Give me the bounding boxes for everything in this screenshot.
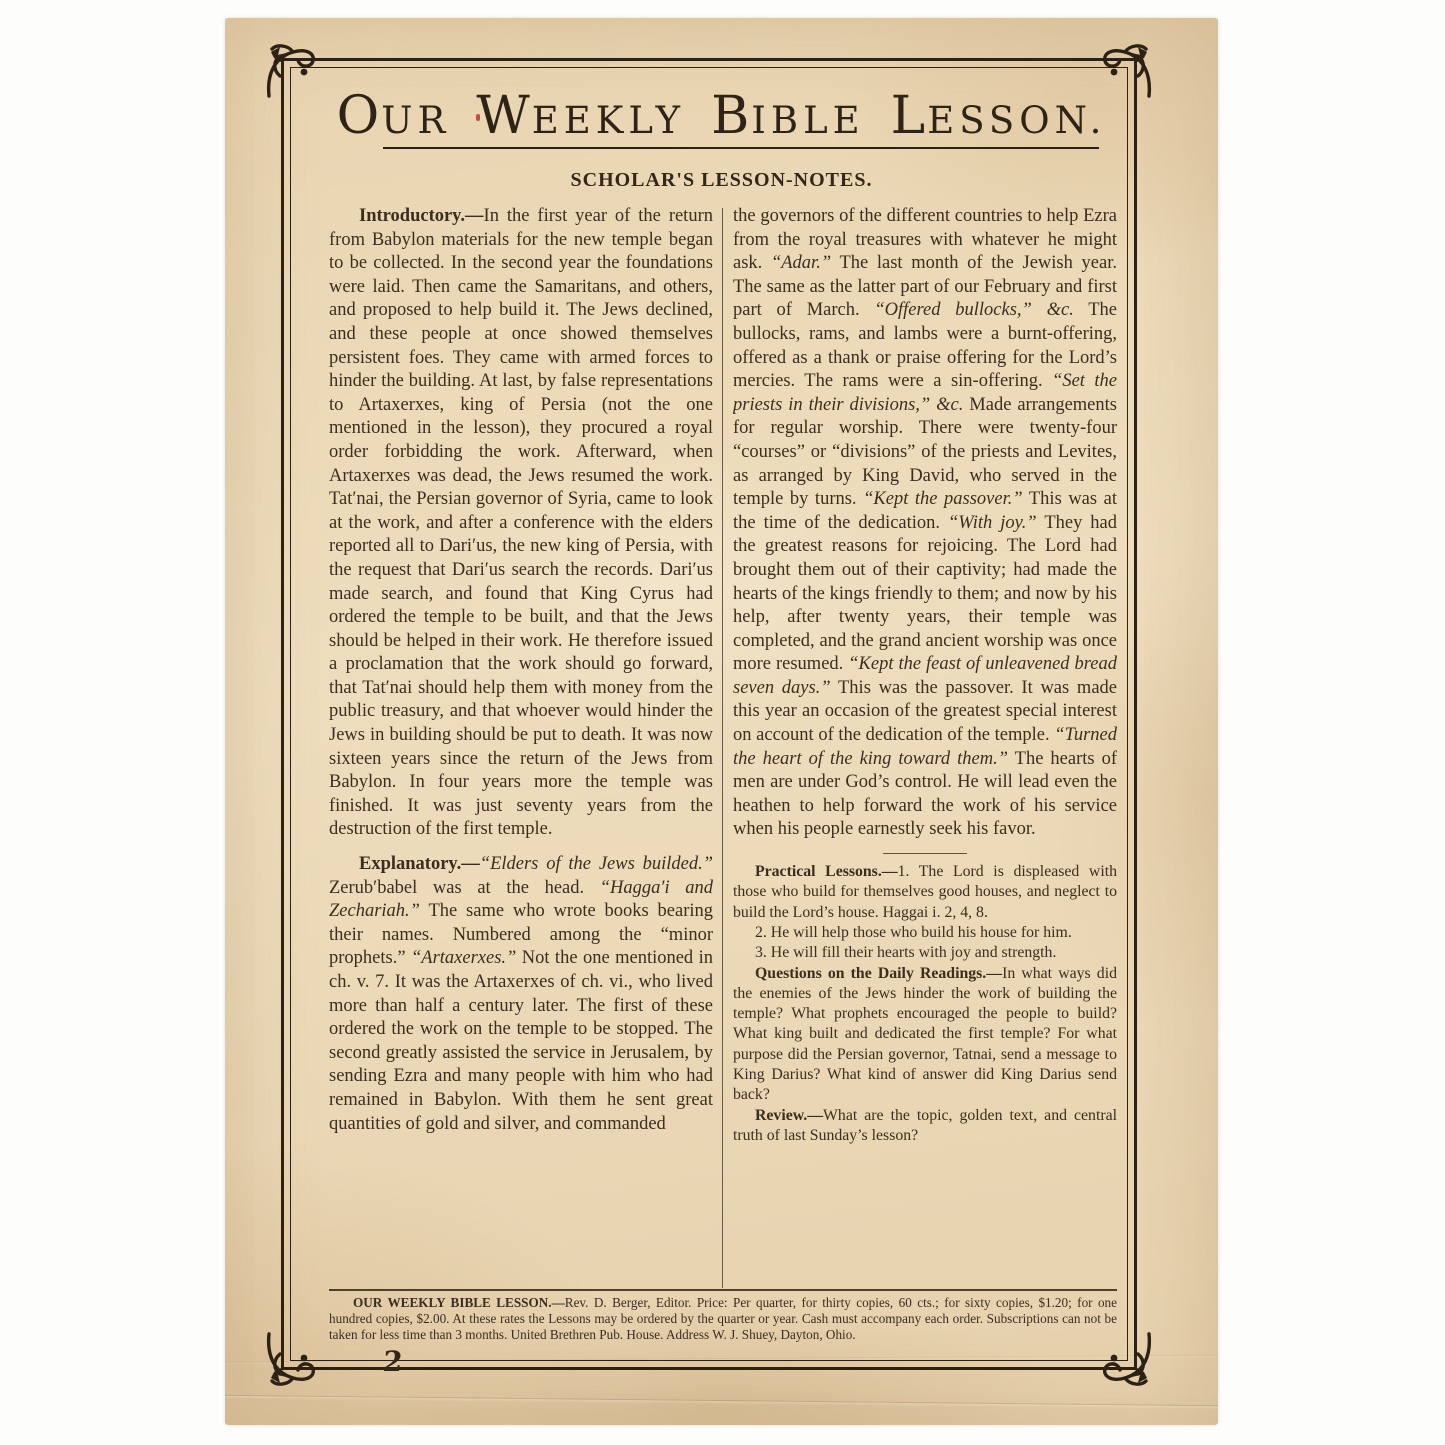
paper-page xyxy=(225,18,1218,1425)
paragraph-daily-readings: Questions on the Daily Readings.—In what ways did the enemies of the Jews hinder the work of building the temple? What prophets encouraged the people to build? What king built and dedicated the first temple? For what purpose did the Persian governor, Tatnai, send a message to King Darius? What kind of answer did King Darius send back? xyxy=(733,964,1117,1104)
masthead-word: WEEKLY xyxy=(476,86,686,146)
masthead-title xyxy=(225,86,1218,146)
paragraph-lesson-3: 3. He will fill their hearts with joy and strength. xyxy=(755,944,1057,962)
column-divider xyxy=(722,208,723,1288)
footer-imprint: OUR WEEKLY BIBLE LESSON.—Rev. D. Berger, Editor. Price: Per quarter, for thirty copies, 60 cts.; for sixty copies, $1.20; for one hundred copies, $2.00. At these rates the Lessons may be ordered by the quarter or year. Cash must accompany each order. Subscriptions can not be taken for less time than 3 months. United Brethren Pub. House. Address W. J. Shuey, Dayton, Ohio. xyxy=(329,1295,1117,1342)
paper-crease xyxy=(225,1395,1218,1406)
subtitle: SCHOLAR'S LESSON-NOTES. xyxy=(570,169,873,191)
corner-flourish-icon xyxy=(1097,1330,1155,1388)
paragraph-practical-lessons: Practical Lessons.—1. The Lord is displeased with those who build for themselves good houses, and neglect to build the Lord’s house. Haggai i. 2, 4, 8. xyxy=(733,863,1117,921)
paragraph-explanatory-continued: the governors of the different countries to help Ezra from the royal treasures with whatever he might ask. “Adar.” The last month of the Jewish year. The same as the latter part of our February and first part of March. “Offered bullocks,” &c. The bullocks, rams, and lambs were a burnt-offering, offered as a thank or praise offering for the Lord’s mercies. The rams were a sin-offering. “Set the priests in their divisions,” &c. Made arrangements for regular worship. There were twenty-four “courses” or “divisions” of the priests and Levites, as arranged by King David, who served in the temple by turns. “Kept the passover.” This was at the time of the dedication. “With joy.” They had the greatest reasons for rejoicing. The Lord had brought them out of their captivity; had made the hearts of the kings friendly to them; and now by his help, after twenty years, their temple was completed, and the grand ancient worship was once more resumed. “Kept the feast of unleavened bread seven days.” This was the passover. It was made this year an occasion of the greatest special interest on account of the dedication of the temple. “Turned the heart of the king toward them.” The hearts of men are under God’s control. He will lead even the heathen to help forward the work of his service when his people earnestly seek his favor. xyxy=(733,206,1117,840)
masthead-word: BIBLE xyxy=(711,86,865,146)
page-number: 2 xyxy=(381,1345,405,1378)
corner-flourish-icon xyxy=(1097,42,1155,100)
paragraph-review: Review.—What are the topic, golden text, and central truth of last Sunday’s lesson? xyxy=(733,1106,1117,1144)
right-column xyxy=(733,205,1117,1289)
masthead-word: OUR xyxy=(336,86,451,146)
masthead-word: LESSON. xyxy=(890,86,1107,146)
title-rule xyxy=(383,147,1099,151)
corner-flourish-icon xyxy=(263,1330,321,1388)
paragraph-lesson-2: 2. He will help those who build his house for him. xyxy=(755,923,1072,941)
corner-flourish-icon xyxy=(263,42,321,100)
paragraph-explanatory: Explanatory.—“Elders of the Jews builded.” Zerub′babel was at the head. “Hagga′i and Zechariah.” The same who wrote books bearing their names. Numbered among the “minor prophets.” “Artaxerxes.” Not the one mentioned in ch. v. 7. It was the Artaxerxes of ch. vi., who lived more than half a century later. The first of these ordered the work on the temple to be stopped. The second greatly assisted the service in Jerusalem, by sending Ezra and many people with him who had remained in Babylon. With them he sent great quantities of gold and silver, and commanded xyxy=(329,854,713,1134)
left-column xyxy=(329,205,713,1289)
footer-rule xyxy=(329,1289,1117,1291)
section-divider xyxy=(883,853,967,854)
paragraph-introductory: Introductory.—In the first year of the return from Babylon materials for the new temple began to be collected. In the second year the foundations were laid. Then came the Samaritans, and others, and proposed to help build it. The Jews declined, and these people at once showed themselves persistent foes. They came with armed forces to hinder the building. At last, by false representations to Artaxerxes, king of Persia (not the one mentioned in the lesson), they procured a royal order forbidding the work. Afterward, when Artaxerxes was dead, the Jews resumed the work. Tat′nai, the Persian governor of Syria, came to look at the work, and after a conference with the elders reported all to Dari′us, the new king of Persia, with the request that Dari′us search the records. Dari′us made search, and found that King Cyrus had ordered the temple to be built, and that the Jews should be helped in their work. He therefore issued a proclamation that the work should go forward, that Tat′nai should help them with money from the public treasury, and that whoever would hinder the Jews in building should be put to death. It was now sixteen years since the return of the Jews from Babylon. In four years more the temple was finished. It was just seventy years from the destruction of the first temple. xyxy=(329,206,713,840)
